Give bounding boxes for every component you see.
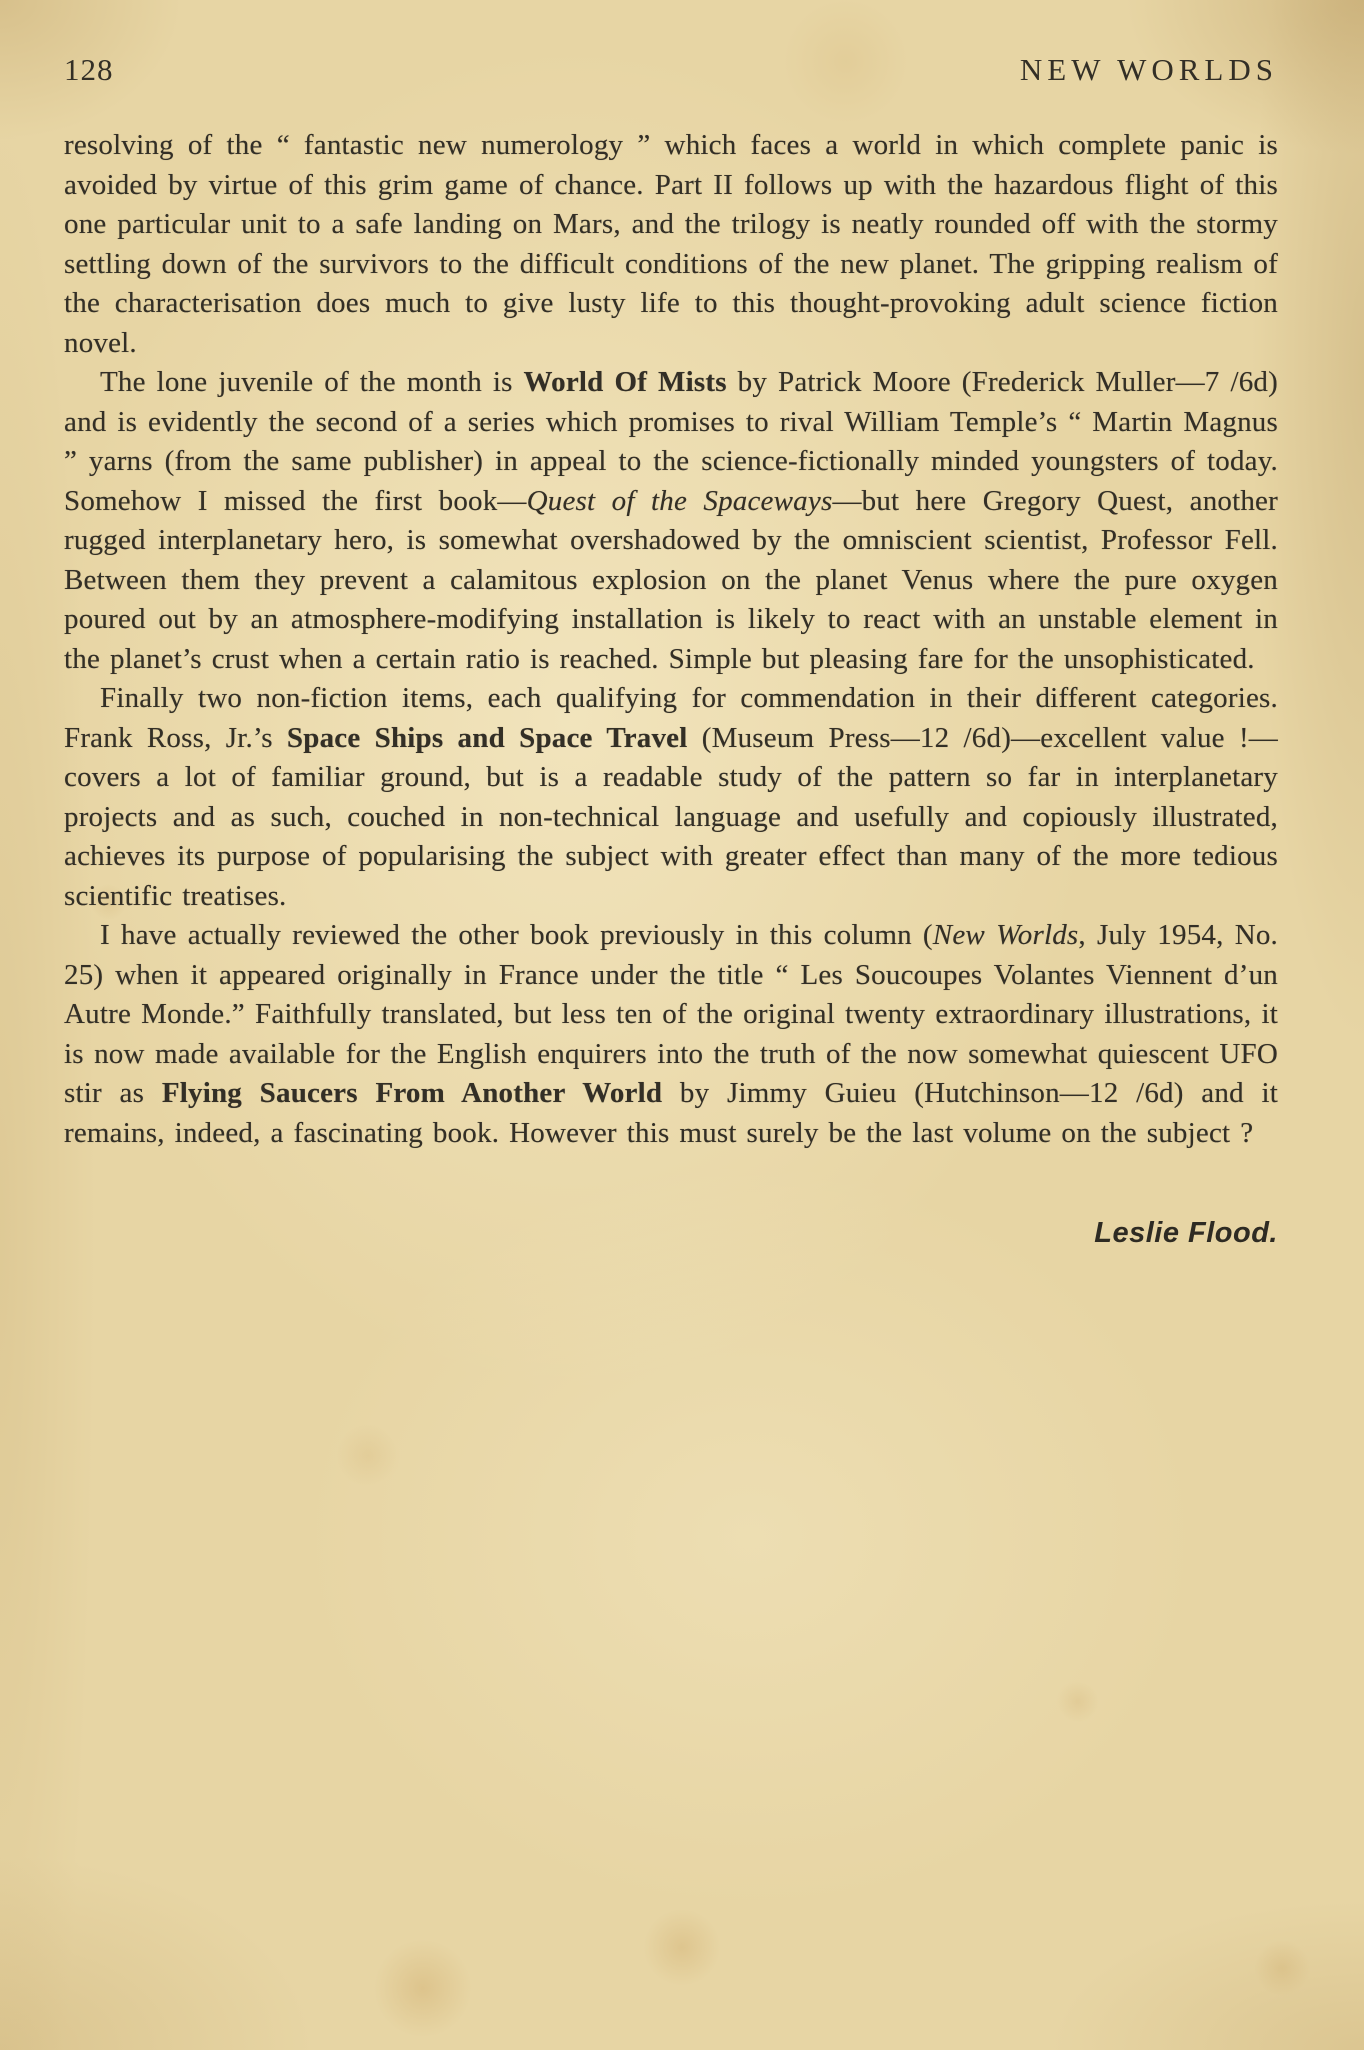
text-run: (Museum Press—12 /6d)—excellent value !—covers a lot of familiar ground, but is a readable study of the pattern so far in interplanetary projects and as such, couched in non-technical language and usefully and copiously illustrated, achieves its purpose of popularising the subject with greater effect than many of the more tedious scientific treatises. [64, 721, 1278, 912]
text-run: by Jimmy Guieu (Hutchinson—12 /6d) and it remains, indeed, a fascinating book. However this must surely be the last volume on the subject ? [64, 1077, 1278, 1149]
italic-title: Quest of the Spaceways [526, 484, 833, 517]
text-run: Finally two non-fiction items, each qualifying for commendation in their different categories. Frank Ross, Jr.’s [64, 682, 1278, 754]
page-header [64, 52, 1278, 88]
reviewer-signature: Leslie Flood. [1094, 1217, 1278, 1249]
paragraph [64, 363, 1278, 679]
text-run: , July 1954, No. 25) when it appeared originally in France under the title “ Les Soucoupes Volantes Viennent d’un Autre Monde.” Faithfully translated, but less ten of the original twenty extraordinary illustrations, it is now made available for the English enquirers into the truth of the now somewhat quiescent UFO stir as [64, 919, 1278, 1109]
paragraph [64, 916, 1278, 1153]
paragraph [64, 126, 1278, 363]
book-title: Space Ships and Space Travel [286, 721, 688, 754]
text-run: The lone juvenile of the month is [100, 366, 524, 398]
paragraph [64, 679, 1278, 916]
article-body [64, 126, 1278, 1153]
text-run: by Patrick Moore (Frederick Muller—7 /6d) and is evidently the second of a series which promises to rival William Temple’s “ Martin Magnus ” yarns (from the same publisher) in appeal to the science-fictionally minded youngsters of today. Somehow I missed the first book— [64, 366, 1278, 517]
text-run: —but here Gregory Quest, another rugged interplanetary hero, is somewhat overshadowed by the omniscient scientist, Professor Fell. Between them they prevent a calamitous explosion on the planet Venus where the pure oxygen poured out by an atmosphere-modifying installation is likely to react with an unstable element in the planet’s crust when a certain ratio is reached. Simple but pleasing fare for the unsophisticated. [64, 484, 1278, 675]
text-run: resolving of the “ fantastic new numerology ” which faces a world in which complete panic is avoided by virtue of this grim game of chance. Part II follows up with the hazardous flight of this one particular unit to a safe landing on Mars, and the trilogy is neatly rounded off with the stormy settling down of the survivors to the difficult conditions of the new planet. The gripping realism of the characterisation does much to give lusty life to this thought-provoking adult science fiction novel. [64, 129, 1278, 359]
book-title: World Of Mists [523, 366, 727, 398]
text-run: I have actually reviewed the other book previously in this column ( [100, 919, 933, 951]
journal-title: NEW WORLDS [1019, 52, 1278, 87]
italic-title: New Worlds [932, 919, 1079, 951]
scanned-page [64, 0, 1278, 1250]
page-number: 128 [64, 52, 114, 87]
book-title: Flying Saucers From Another World [161, 1077, 663, 1109]
signature-row [64, 1217, 1278, 1250]
